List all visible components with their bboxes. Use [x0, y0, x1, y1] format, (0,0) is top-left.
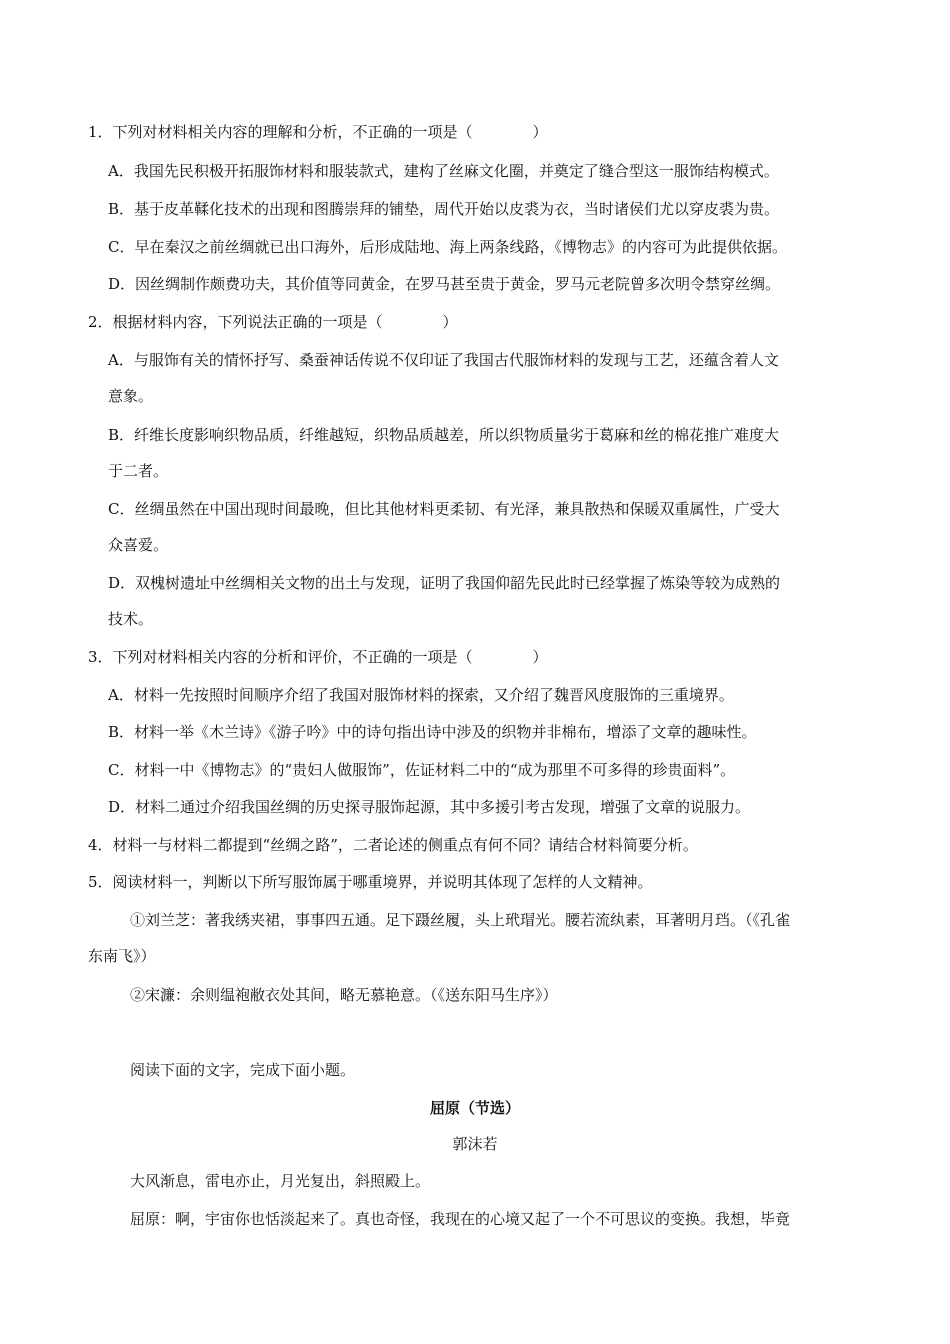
question-3-option-a: A．材料一先按照时间顺序介绍了我国对服饰材料的探索，又介绍了魏晋风度服饰的三重境界。	[108, 686, 734, 704]
question-1-option-b: B．基于皮革鞣化技术的出现和图腾崇拜的铺垫，周代开始以皮裘为衣，当时诸侯们尤以穿皮裘为贵。	[108, 200, 780, 218]
question-5-stem: 5．阅读材料一，判断以下所写服饰属于哪重境界，并说明其体现了怎样的人文精神。	[88, 873, 653, 891]
question-1-option-c: C．早在秦汉之前丝绸就已出口海外，后形成陆地、海上两条线路，《博物志》的内容可为此提供依据。	[108, 238, 787, 256]
reading-paragraph-2: 屈原：啊，宇宙你也恬淡起来了。真也奇怪，我现在的心境又起了一个不可思议的变换。我想，毕竟	[130, 1210, 791, 1228]
question-2-stem: 2．根据材料内容，下列说法正确的一项是（ ）	[88, 313, 458, 331]
question-2-option-a-line1: A．与服饰有关的情怀抒写、桑蚕神话传说不仅印证了我国古代服饰材料的发现与工艺，还蕴含着人文	[108, 351, 779, 369]
question-2-option-a-line2: 意象。	[108, 387, 154, 405]
question-1-option-a: A．我国先民积极开拓服饰材料和服装款式，建构了丝麻文化圈，并奠定了缝合型这一服饰结构模式。	[108, 162, 779, 180]
question-1-stem: 1．下列对材料相关内容的理解和分析，不正确的一项是（ ）	[88, 123, 548, 141]
reading-author: 郭沫若	[452, 1135, 498, 1153]
question-2-option-d-line2: 技术。	[108, 610, 154, 628]
question-3-option-c: C．材料一中《博物志》的“贵妇人做服饰”，佐证材料二中的“成为那里不可多得的珍贵面料”。	[108, 761, 736, 779]
question-2-option-b-line1: B．纤维长度影响织物品质，纤维越短，织物品质越差，所以织物质量劣于葛麻和丝的棉花推广难度大	[108, 426, 780, 444]
question-4-stem: 4．材料一与材料二都提到“丝绸之路”，二者论述的侧重点有何不同？请结合材料简要分析。	[88, 836, 698, 854]
question-1-option-d: D．因丝绸制作颇费功夫，其价值等同黄金，在罗马甚至贵于黄金，罗马元老院曾多次明令禁穿丝绸。	[108, 275, 781, 293]
reading-intro: 阅读下面的文字，完成下面小题。	[130, 1061, 356, 1079]
question-2-option-d-line1: D．双槐树遗址中丝绸相关文物的出土与发现，证明了我国仰韶先民此时已经掌握了炼染等较为成熟的	[108, 574, 781, 592]
reading-title: 屈原（节选）	[429, 1099, 520, 1117]
question-2-option-c-line2: 众喜爱。	[108, 536, 169, 554]
question-5-item-1-line2: 东南飞》）	[88, 947, 156, 965]
question-3-stem: 3．下列对材料相关内容的分析和评价，不正确的一项是（ ）	[88, 648, 548, 666]
question-2-option-b-line2: 于二者。	[108, 462, 169, 480]
question-5-item-1-line1: ①刘兰芝：著我绣夹裙，事事四五通。足下蹑丝履，头上玳瑁光。腰若流纨素，耳著明月珰。（《孔雀	[130, 911, 791, 929]
question-3-option-b: B．材料一举《木兰诗》《游子吟》中的诗句指出诗中涉及的织物并非棉布，增添了文章的趣味性。	[108, 723, 757, 741]
question-2-option-c-line1: C．丝绸虽然在中国出现时间最晚，但比其他材料更柔韧、有光泽，兼具散热和保暖双重属性，广受大	[108, 500, 780, 518]
question-5-item-2: ②宋濂：余则缊袍敝衣处其间，略无慕艳意。（《送东阳马生序》）	[130, 986, 558, 1004]
question-3-option-d: D．材料二通过介绍我国丝绸的历史探寻服饰起源，其中多援引考古发现，增强了文章的说服力。	[108, 798, 751, 816]
reading-paragraph-1: 大风渐息，雷电亦止，月光复出，斜照殿上。	[130, 1172, 431, 1190]
